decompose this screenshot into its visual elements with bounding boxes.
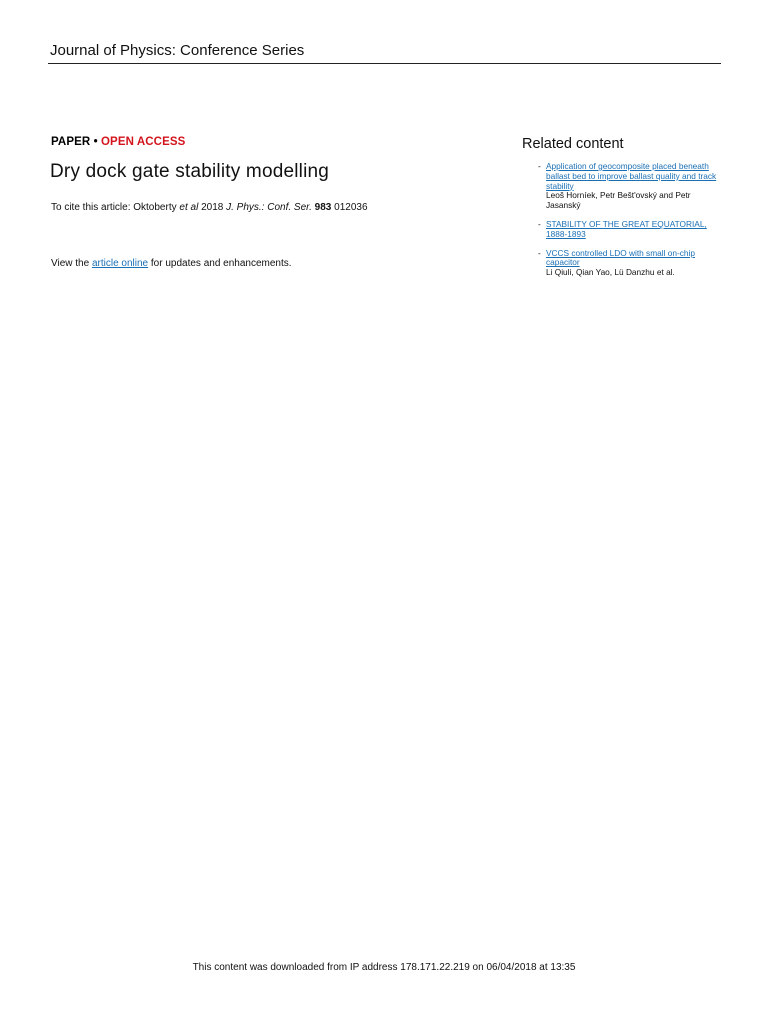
related-item (538, 249, 718, 278)
citation-etal: et al (179, 202, 199, 213)
view-online-line (51, 258, 292, 269)
related-item-link[interactable]: STABILITY OF THE GREAT EQUATORIAL, 1888-1893 (546, 218, 707, 239)
download-footer (0, 962, 768, 973)
related-item-link[interactable]: VCCS controlled LDO with small on-chip capacitor (546, 247, 695, 268)
list-dash: - (538, 247, 541, 258)
related-item-authors: Leoš Horníek, Petr Bešt'ovský and Petr Jasanský (546, 190, 691, 211)
view-suffix: for updates and enhancements. (148, 258, 292, 269)
related-item (538, 220, 718, 240)
list-dash: - (538, 218, 541, 229)
related-item-authors: Li Qiuli, Qian Yao, Lü Danzhu et al. (546, 267, 675, 278)
related-item-link[interactable]: Application of geocomposite placed beneath ballast bed to improve ballast quality and track stability (546, 161, 717, 191)
citation-journal: J. Phys.: Conf. Ser. (226, 202, 312, 213)
open-access-label: OPEN ACCESS (101, 136, 186, 148)
article-online-link[interactable]: article online (91, 258, 149, 269)
header-divider (48, 63, 721, 64)
paper-title: Dry dock gate stability modelling (50, 161, 330, 182)
citation-year: 2018 (198, 202, 227, 213)
citation-volume: 983 (314, 202, 332, 213)
related-content-list (538, 162, 718, 287)
paper-type-line (51, 136, 185, 148)
view-prefix: View the (51, 258, 92, 269)
related-item (538, 162, 718, 211)
citation-prefix: To cite this article: Oktoberty (51, 202, 180, 213)
paper-label: PAPER (51, 136, 91, 148)
journal-header: Journal of Physics: Conference Series (50, 42, 305, 59)
list-dash: - (538, 161, 541, 171)
footer-text: This content was downloaded from IP address 178.171.22.219 on 06/04/2018 at 13:35 (192, 962, 576, 973)
paper-separator: • (90, 136, 101, 148)
citation-article-number: 012036 (331, 202, 368, 213)
citation-line (51, 202, 368, 213)
related-content-heading: Related content (522, 136, 624, 152)
